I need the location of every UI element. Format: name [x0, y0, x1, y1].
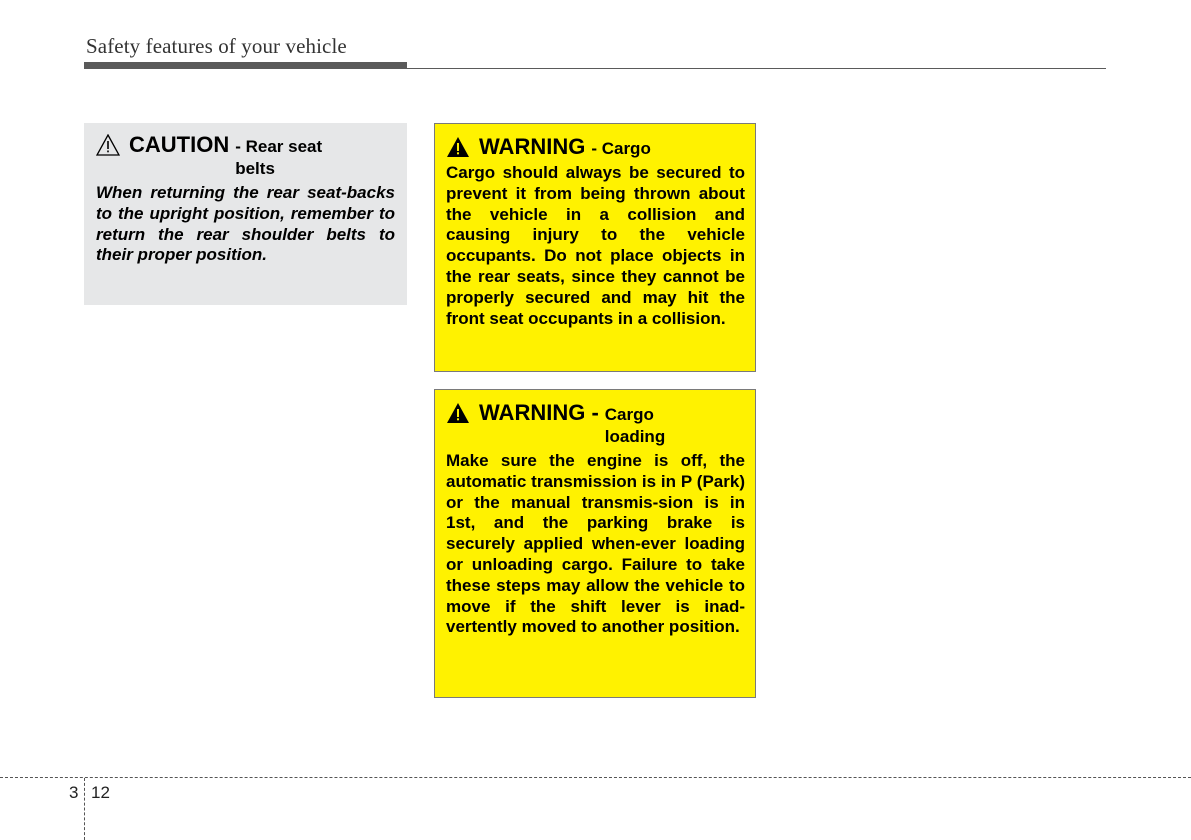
warning-triangle-icon	[446, 402, 470, 424]
warning-triangle-icon	[446, 136, 470, 158]
caution-subtitle: - Rear seat belts	[235, 137, 323, 178]
warning-loading-label: WARNING -	[479, 400, 599, 425]
warning-cargo-body-text: Cargo should always be secured to prevent it from being thrown about the vehicle in a collision and causing injury to the vehicle occupants. Do not place objects in the rear seats, since they cannot be properly secured and may hit the front seat occupants in a collision.	[446, 163, 745, 328]
warning-loading-subtitle: Cargo loading	[604, 405, 666, 446]
caution-box-rear-seat-belts	[84, 123, 407, 305]
warning-cargo-label: WARNING	[479, 134, 586, 159]
caution-heading	[96, 133, 397, 180]
warning-loading-body-text: Make sure the engine is off, the automatic transmission is in P (Park) or the manual transmis-sion is in 1st, and the parking brake is securely applied when-ever loading or unloading cargo. Failure to take these steps may allow the vehicle to move if the shift lever is inad-vertently moved to another position.	[446, 451, 745, 637]
footer-divider	[84, 778, 85, 840]
page-header-title: Safety features of your vehicle	[86, 34, 347, 58]
warning-loading-heading	[446, 401, 745, 448]
page-number: 12	[91, 783, 110, 802]
warning-box-cargo	[434, 123, 756, 372]
caution-triangle-icon	[96, 134, 120, 156]
header-rule	[84, 68, 1106, 69]
warning-box-cargo-loading	[434, 389, 756, 698]
caution-body-text: When returning the rear seat-backs to the upright position, remember to return the rear shoulder belts to their proper position.	[96, 183, 395, 265]
warning-cargo-subtitle: - Cargo	[591, 139, 651, 158]
warning-cargo-heading	[446, 135, 745, 160]
chapter-number: 3	[69, 783, 79, 802]
caution-label: CAUTION	[129, 132, 230, 157]
footer-rule	[0, 777, 1191, 778]
